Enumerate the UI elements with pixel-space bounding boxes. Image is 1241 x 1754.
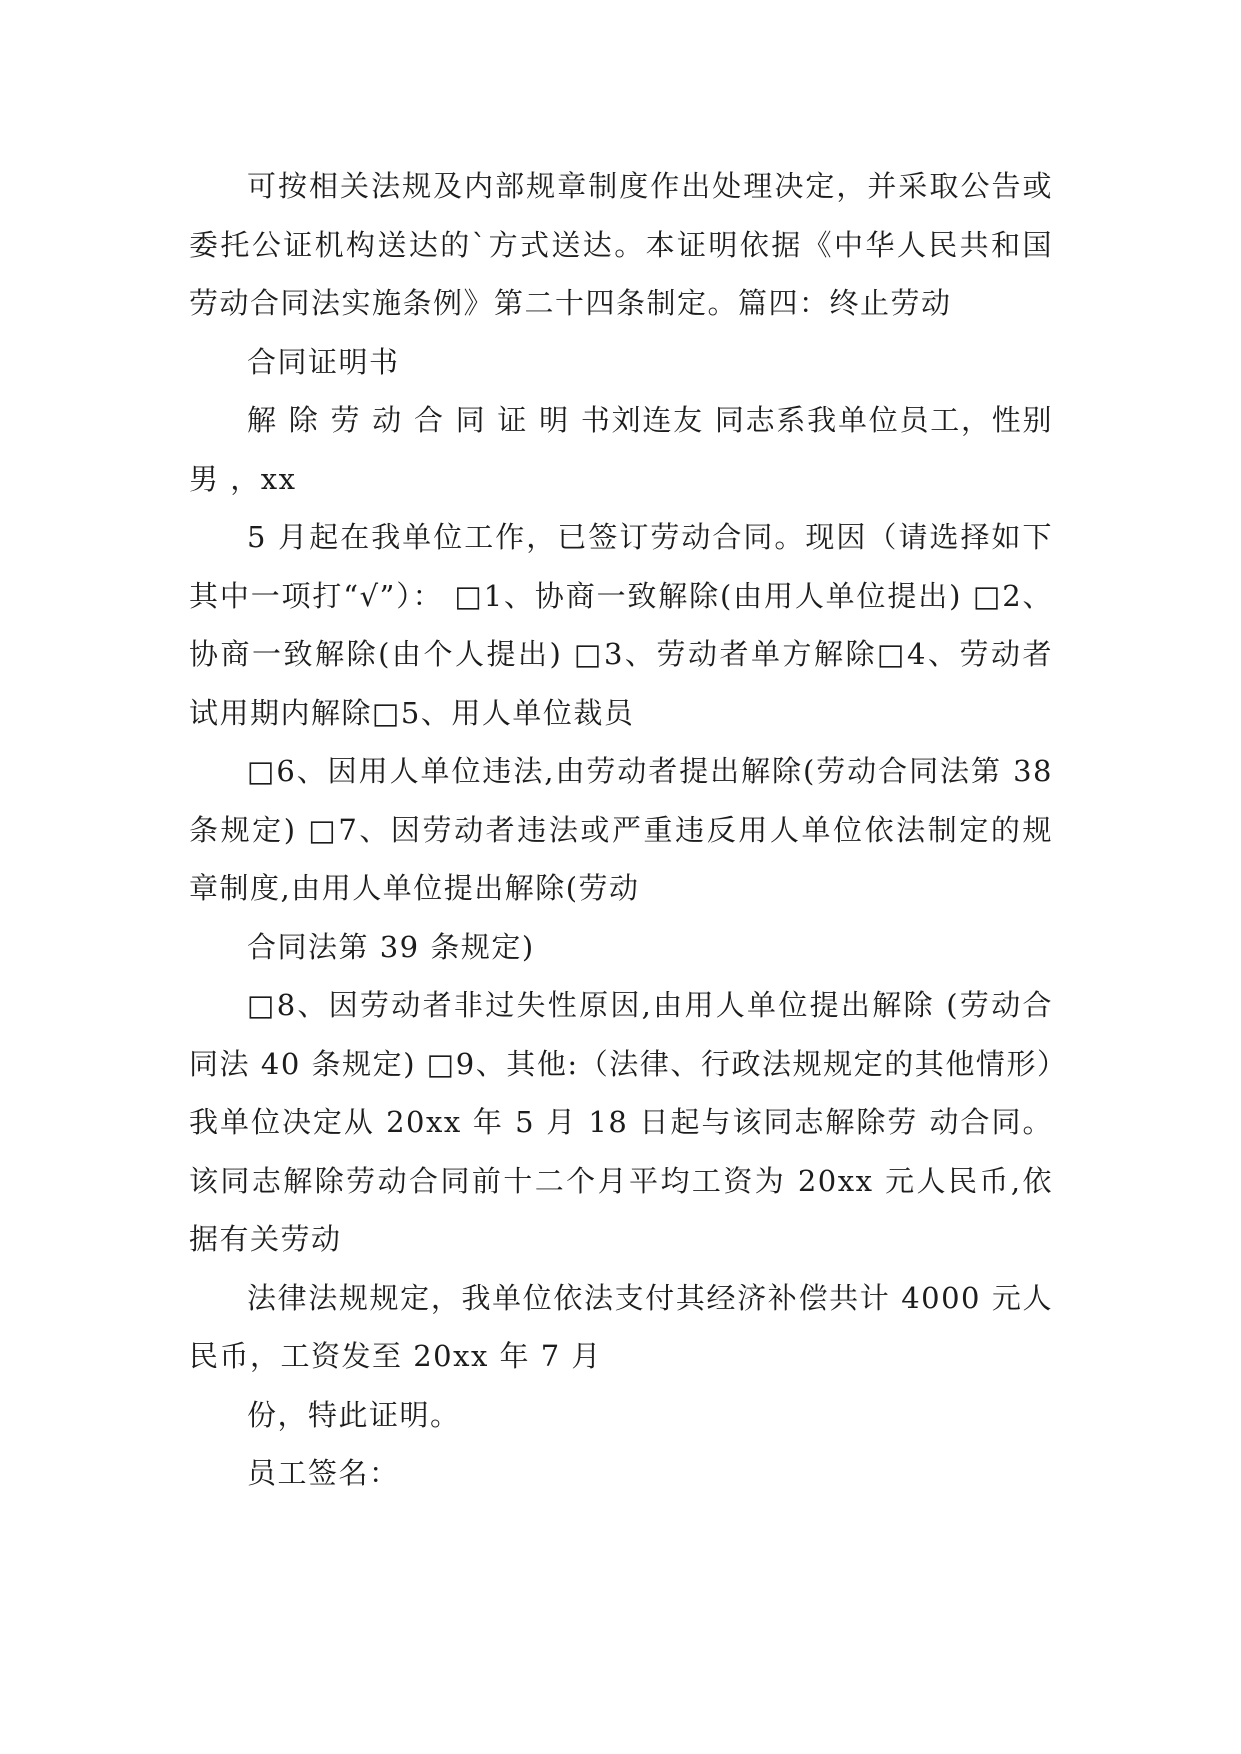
paragraph-disposal-notice: 可按相关法规及内部规章制度作出处理决定，并采取公告或委托公证机构送达的`方式送达。本证明依据《中华人民共和国劳动合同法实施条例》第二十四条制定。篇四：终止劳动: [189, 169, 1053, 320]
paragraph-article-39: 合同法第 39 条规定): [247, 929, 535, 964]
paragraph-compensation: 法律法规规定，我单位依法支付其经济补偿共计 4000 元人民币，工资发至 20xx 年 7 月: [189, 1280, 1053, 1373]
paragraph-employee-signature: 员工签名：: [247, 1456, 400, 1490]
document-body: [189, 157, 1064, 1503]
paragraph-certificate-heading: 合同证明书: [247, 344, 400, 379]
paragraph-options-6-7: □6、因用人单位违法,由劳动者提出解除(劳动合同法第 38 条规定) □7、因劳动者违法或严重违反用人单位依法制定的规章制度,由用人单位提出解除(劳动: [189, 754, 1064, 905]
paragraph-closing: 份，特此证明。: [247, 1397, 461, 1432]
paragraph-termination-options: 5 月起在我单位工作，已签订劳动合同。现因（请选择如下其中一项打“√”）： □1、协商一致解除(由用人单位提出) □2、协商一致解除(由个人提出) □3、劳动者单方解除□4、劳动者试用期内解除□5、用人单位裁员: [189, 520, 1053, 730]
paragraph-employee-intro: 解 除 劳 动 合 同 证 明 书刘连友 同志系我单位员工，性别 男 ，xx: [189, 403, 1064, 496]
paragraph-options-8-9: □8、因劳动者非过失性原因,由用人单位提出解除 (劳动合同法 40 条规定) □9、其他:（法律、行政法规规定的其他情形）我单位决定从 20xx 年 5 月 18 日起与该同志解除劳 动合同。该同志解除劳动合同前十二个月平均工资为 20xx 元人民币,依据有关劳动: [189, 988, 1053, 1256]
